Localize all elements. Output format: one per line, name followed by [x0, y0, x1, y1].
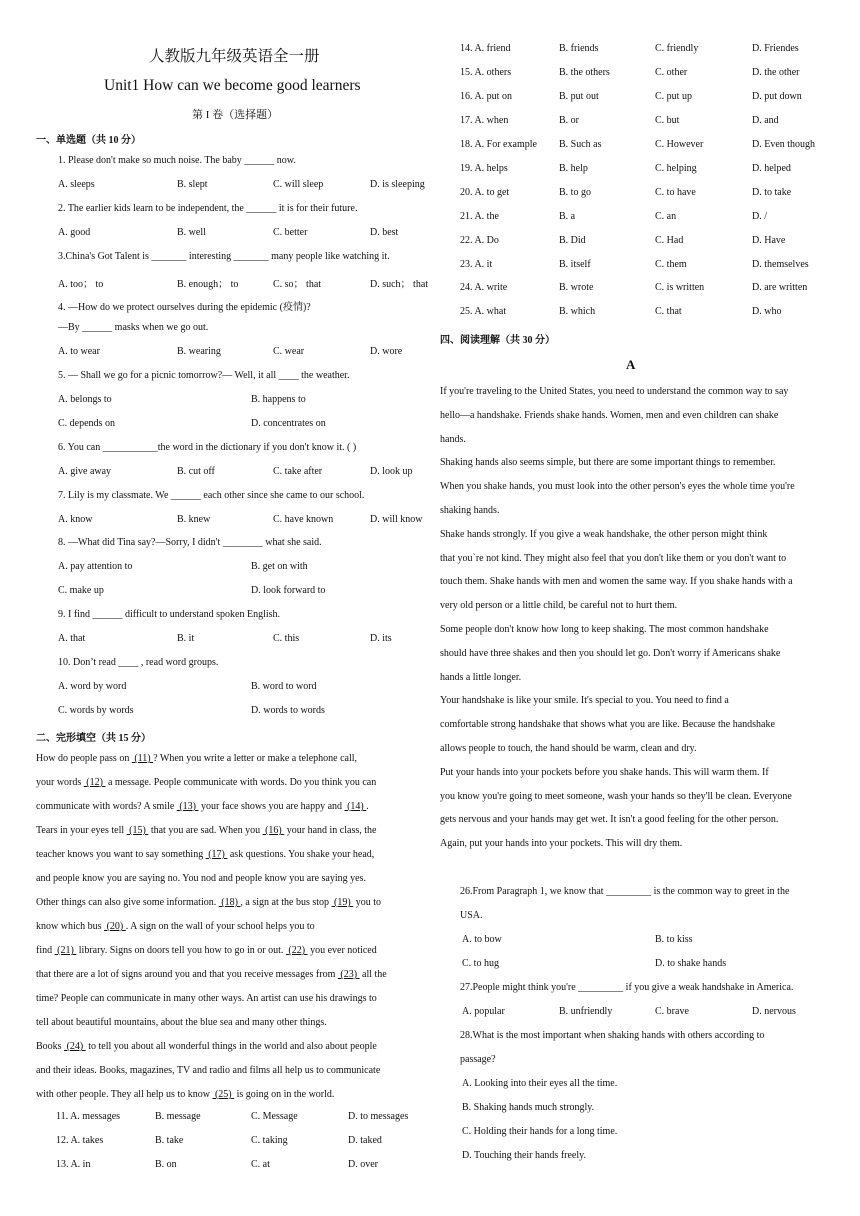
answer-option: C. Holding their hands for a long time.: [462, 1126, 618, 1137]
cloze-text: find: [36, 945, 55, 956]
cloze-blank: (16): [262, 825, 285, 836]
passage-line: touch them. Shake hands with men and women the same way. If you shake hands with a: [440, 576, 793, 588]
cloze-text: you ever noticed: [307, 945, 377, 956]
passage-line: hands a little longer.: [440, 671, 522, 683]
cloze-option: D. /: [752, 211, 767, 222]
cloze-option: 22. A. Do: [460, 235, 499, 246]
cloze-option: D. to take: [752, 187, 792, 198]
answer-option: C. make up: [58, 585, 104, 596]
passage-line: hello—a handshake. Friends shake hands. Women, men and even children can shake: [440, 409, 779, 421]
answer-option: B. well: [177, 227, 206, 238]
answer-option: D. words to words: [251, 705, 325, 716]
cloze-line: [36, 867, 366, 891]
answer-option: A. to wear: [58, 346, 100, 357]
cloze-text: all the: [359, 969, 387, 980]
question-stem: 8. —What did Tina say?—Sorry, I didn't ________ what she said.: [58, 537, 322, 548]
answer-option: C. wear: [273, 346, 305, 357]
cloze-blank: (18): [218, 897, 241, 908]
cloze-option: D. Friendes: [752, 43, 799, 54]
cloze-text: tell about beautiful mountains, about the blue sea and many other things.: [36, 1017, 327, 1028]
cloze-option: C. to have: [655, 187, 696, 198]
answer-option: C. brave: [655, 1006, 689, 1017]
cloze-text: Books: [36, 1041, 65, 1052]
cloze-option: 24. A. write: [460, 282, 508, 293]
cloze-option: D. who: [752, 306, 782, 317]
cloze-option: B. friends: [559, 43, 599, 54]
cloze-option: 25. A. what: [460, 306, 507, 317]
cloze-option: D. Have: [752, 235, 786, 246]
cloze-option: D. and: [752, 115, 779, 126]
cloze-blank: (25): [212, 1089, 235, 1100]
cloze-blank: (13): [176, 801, 199, 812]
cloze-blank: (17): [205, 849, 228, 860]
cloze-option: 15. A. others: [460, 67, 512, 78]
cloze-line: [36, 1011, 327, 1035]
answer-option: C. words by words: [58, 705, 134, 716]
cloze-line: [36, 1035, 377, 1059]
unit-title: Unit1 How can we become good learners: [104, 77, 361, 94]
cloze-option: D. Even though: [752, 139, 816, 150]
cloze-option: B. put out: [559, 91, 599, 102]
cloze-option: B. or: [559, 115, 579, 126]
cloze-option: C. However: [655, 139, 704, 150]
cloze-blank: (14): [344, 801, 367, 812]
answer-option: A. popular: [462, 1006, 505, 1017]
answer-option: B. unfriendly: [559, 1006, 613, 1017]
cloze-option: 14. A. friend: [460, 43, 511, 54]
cloze-option: C. but: [655, 115, 680, 126]
cloze-line: [36, 1059, 380, 1083]
cloze-text: library. Signs on doors tell you how to go in or out.: [76, 945, 286, 956]
cloze-option: D. put down: [752, 91, 802, 102]
answer-option: D. to shake hands: [655, 958, 727, 969]
passage-line: When you shake hands, you must look into the other person's eyes the whole time you're: [440, 481, 795, 493]
answer-option: A. sleeps: [58, 179, 95, 190]
question-stem: 6. You can ___________the word in the dictionary if you don't know it. ( ): [58, 442, 357, 453]
cloze-line: [36, 843, 374, 867]
answer-option: A. pay attention to: [58, 561, 133, 572]
question-stem: 28.What is the most important when shaking hands with others according to: [460, 1030, 765, 1041]
cloze-line: [36, 891, 381, 915]
question-stem: 2. The earlier kids learn to be independent, the ______ it is for their future.: [58, 203, 358, 214]
cloze-text: ? When you write a letter or make a telephone call,: [153, 753, 358, 764]
answer-option: A. that: [58, 633, 86, 644]
cloze-text: know which bus: [36, 921, 105, 932]
cloze-option: C. put up: [655, 91, 692, 102]
cloze-option: C. friendly: [655, 43, 699, 54]
passage-line: allows people to touch, the hand should be warm, clean and dry.: [440, 743, 697, 754]
answer-option: D. look forward to: [251, 585, 326, 596]
cloze-option: 11. A. messages: [56, 1111, 121, 1122]
answer-option: B. word to word: [251, 681, 317, 692]
cloze-option: B. the others: [559, 67, 610, 78]
answer-option: C. will sleep: [273, 179, 324, 190]
cloze-blank: (19): [331, 897, 354, 908]
answer-option: A. good: [58, 227, 91, 238]
answer-option: C. depends on: [58, 418, 115, 429]
cloze-option: 17. A. when: [460, 115, 509, 126]
passage-line: that you`re not kind. They might also feel that you don't like them or you don't want to: [440, 552, 787, 564]
answer-option: A. Looking into their eyes all the time.: [462, 1078, 618, 1089]
cloze-option: 20. A. to get: [460, 187, 510, 198]
cloze-option: 12. A. takes: [56, 1135, 104, 1146]
question-stem: passage?: [460, 1054, 496, 1065]
cloze-text: a message. People communicate with words. Do you think you can: [105, 777, 377, 788]
passage-line: very old person or a little child, be careful not to hurt them.: [440, 600, 678, 612]
passage-line: Some people don't know how long to keep shaking. The most common handshake: [440, 624, 769, 635]
cloze-option: B. take: [155, 1135, 184, 1146]
answer-option: B. get on with: [251, 561, 308, 572]
passage-line: hands.: [440, 433, 466, 445]
question-stem: 4. —How do we protect ourselves during the epidemic (疫情)?: [58, 302, 311, 313]
cloze-option: C. them: [655, 259, 687, 270]
question-stem: 1. Please don't make so much noise. The baby ______ now.: [58, 155, 296, 166]
cloze-blank: (20): [104, 921, 126, 932]
answer-option: A. too； to: [58, 279, 104, 290]
cloze-option: B. a: [559, 211, 576, 222]
cloze-text: your hand in class, the: [284, 825, 377, 836]
cloze-option: D. the other: [752, 67, 800, 78]
answer-option: C. so； that: [273, 279, 322, 290]
answer-option: B. wearing: [177, 346, 221, 357]
cloze-line: [36, 819, 376, 843]
answer-option: C. this: [273, 633, 300, 644]
cloze-option: 19. A. helps: [460, 163, 508, 174]
passage-line: Your handshake is like your smile. It's special to you. You need to find a: [440, 695, 729, 707]
cloze-text: ask questions. You shake your head,: [227, 849, 375, 860]
question-stem: 5. — Shall we go for a picnic tomorrow?— Well, it all ____ the weather.: [58, 370, 350, 381]
answer-option: D. its: [370, 633, 392, 644]
passage-line: Again, put your hands into your pockets. This will dry them.: [440, 838, 683, 850]
cloze-text: is going on in the world.: [234, 1089, 335, 1100]
passage-line: Put your hands into your pockets before you shake hands. This will warm them. If: [440, 766, 769, 778]
answer-option: B. knew: [177, 514, 211, 525]
passage-line: gets nervous and your hands may get wet. It isn't a good feeling for the other person.: [440, 814, 779, 826]
cloze-text: Other things can also give some information.: [36, 897, 219, 908]
cloze-line: [36, 771, 376, 795]
cloze-text: How do people pass on: [36, 753, 132, 764]
answer-option: A. word by word: [58, 681, 127, 692]
section1-heading: 一、单选题（共 10 分）: [36, 135, 141, 146]
page-title: 人教版九年级英语全一册: [149, 48, 320, 65]
cloze-blank: (24): [64, 1041, 86, 1052]
cloze-blank: (21): [54, 945, 77, 956]
cloze-text: , a sign at the bus stop: [240, 897, 332, 908]
cloze-option: C. taking: [251, 1135, 288, 1146]
cloze-option: 21. A. the: [460, 211, 499, 222]
answer-option: D. is sleeping: [370, 179, 425, 190]
cloze-blank: (23): [337, 969, 360, 980]
answer-option: D. best: [370, 227, 399, 238]
cloze-option: C. at: [251, 1159, 270, 1170]
passage-line: you know you're going to meet someone, wash your hands so they'll be clean. Everyone: [440, 790, 792, 802]
answer-option: D. Touching their hands freely.: [462, 1150, 586, 1161]
cloze-text: to tell you about all wonderful things in the world and also about people: [85, 1041, 377, 1052]
cloze-option: D. over: [348, 1159, 378, 1170]
cloze-line: [36, 1083, 334, 1107]
cloze-option: B. which: [559, 306, 596, 317]
answer-option: A. know: [58, 514, 93, 525]
answer-option: C. to hug: [462, 958, 499, 969]
cloze-text: your face shows you are happy and: [198, 801, 345, 812]
answer-option: D. will know: [370, 514, 423, 525]
cloze-option: B. to go: [559, 187, 591, 198]
answer-option: D. wore: [370, 346, 403, 357]
cloze-option: 13. A. in: [56, 1159, 91, 1170]
answer-option: C. better: [273, 227, 308, 238]
question-stem: 7. Lily is my classmate. We ______ each other since she came to our school.: [58, 490, 365, 501]
passage-line: shaking hands.: [440, 505, 500, 516]
cloze-text: you to: [353, 897, 381, 908]
cloze-option: C. Had: [655, 235, 684, 246]
question-stem: 3.China's Got Talent is _______ interesting _______ many people like watching it.: [58, 251, 390, 262]
answer-option: B. Shaking hands much strongly.: [462, 1102, 595, 1113]
passage-line: comfortable strong handshake that shows what you are like. Because the handshake: [440, 719, 775, 731]
cloze-option: B. Such as: [559, 139, 602, 150]
cloze-option: 16. A. put on: [460, 91, 512, 102]
cloze-line: [36, 795, 369, 819]
cloze-option: C. helping: [655, 163, 697, 174]
part-title: 第 I 卷（选择题）: [192, 109, 279, 121]
cloze-text: time? People can communicate in many other ways. An artist can use his drawings to: [36, 993, 377, 1004]
cloze-option: D. helped: [752, 163, 791, 174]
answer-option: B. happens to: [251, 394, 306, 405]
cloze-option: B. Did: [559, 235, 586, 246]
cloze-text: that you are sad. When you: [148, 825, 263, 836]
answer-option: A. to bow: [462, 934, 502, 945]
answer-option: D. such； that: [370, 279, 429, 290]
answer-option: D. look up: [370, 466, 413, 477]
answer-option: B. it: [177, 633, 195, 644]
cloze-option: B. wrote: [559, 282, 594, 293]
cloze-blank: (11): [131, 753, 154, 764]
cloze-option: B. itself: [559, 259, 591, 270]
cloze-text: .: [366, 801, 369, 812]
question-stem: USA.: [460, 910, 483, 921]
cloze-option: B. on: [155, 1159, 177, 1170]
question-stem: 26.From Paragraph 1, we know that _________ is the common way to greet in the: [460, 886, 790, 897]
cloze-blank: (22): [285, 945, 308, 956]
cloze-option: 18. A. For example: [460, 139, 537, 150]
passage-label: A: [626, 357, 636, 372]
cloze-text: with other people. They all help us to know: [36, 1089, 213, 1100]
answer-option: C. take after: [273, 466, 323, 477]
cloze-blank: (12): [83, 777, 106, 788]
cloze-text: your words: [36, 777, 84, 788]
cloze-option: D. are written: [752, 282, 808, 293]
answer-option: B. slept: [177, 179, 208, 190]
cloze-option: B. message: [155, 1111, 201, 1122]
cloze-text: communicate with words? A smile: [36, 801, 177, 812]
cloze-line: [36, 939, 377, 963]
cloze-text: . A sign on the wall of your school helps you to: [125, 921, 315, 932]
answer-option: B. enough； to: [177, 279, 239, 290]
cloze-option: D. taked: [348, 1135, 382, 1146]
cloze-line: [36, 987, 377, 1011]
answer-option: A. give away: [58, 466, 112, 477]
answer-option: C. have known: [273, 514, 334, 525]
passage-line: Shaking hands also seems simple, but there are some important things to remember.: [440, 457, 776, 469]
passage-line: If you're traveling to the United States, you need to understand the common way to say: [440, 386, 789, 397]
cloze-text: teacher knows you want to say something: [36, 849, 206, 860]
cloze-text: and their ideas. Books, magazines, TV and radio and films all help us to communicate: [36, 1065, 381, 1076]
cloze-line: [36, 747, 357, 771]
question-stem: 27.People might think you're _________ if you give a weak handshake in America.: [460, 982, 794, 993]
cloze-option: C. is written: [655, 282, 705, 293]
passage-line: should have three shakes and then you should let go. Don't worry if Americans shake: [440, 647, 781, 659]
cloze-text: and people know you are saying no. You nod and people know you are saying yes.: [36, 873, 366, 884]
cloze-option: B. help: [559, 163, 588, 174]
cloze-option: D. to messages: [348, 1111, 409, 1122]
passage-line: Shake hands strongly. If you give a weak handshake, the other person might think: [440, 528, 768, 540]
answer-option: B. cut off: [177, 466, 215, 477]
cloze-line: [36, 915, 315, 939]
section4-heading: 四、阅读理解（共 30 分）: [440, 335, 555, 346]
answer-option: D. concentrates on: [251, 418, 326, 429]
section2-heading: 二、完形填空（共 15 分）: [36, 733, 151, 744]
cloze-option: C. other: [655, 67, 688, 78]
cloze-line: [36, 963, 387, 987]
cloze-blank: (15): [126, 825, 149, 836]
answer-option: B. to kiss: [655, 934, 693, 945]
cloze-option: C. Message: [251, 1111, 298, 1122]
question-stem: 10. Don’t read ____ , read word groups.: [58, 657, 219, 668]
cloze-option: 23. A. it: [460, 259, 493, 270]
answer-option: D. nervous: [752, 1006, 796, 1017]
cloze-text: Tears in your eyes tell: [36, 825, 127, 836]
cloze-option: C. that: [655, 306, 682, 317]
cloze-text: that there are a lot of signs around you and that you receive messages from: [36, 969, 338, 980]
question-stem: —By ______ masks when we go out.: [58, 322, 209, 333]
cloze-option: C. an: [655, 211, 677, 222]
answer-option: A. belongs to: [58, 394, 112, 405]
question-stem: 9. I find ______ difficult to understand spoken English.: [58, 609, 281, 620]
cloze-option: D. themselves: [752, 259, 809, 270]
